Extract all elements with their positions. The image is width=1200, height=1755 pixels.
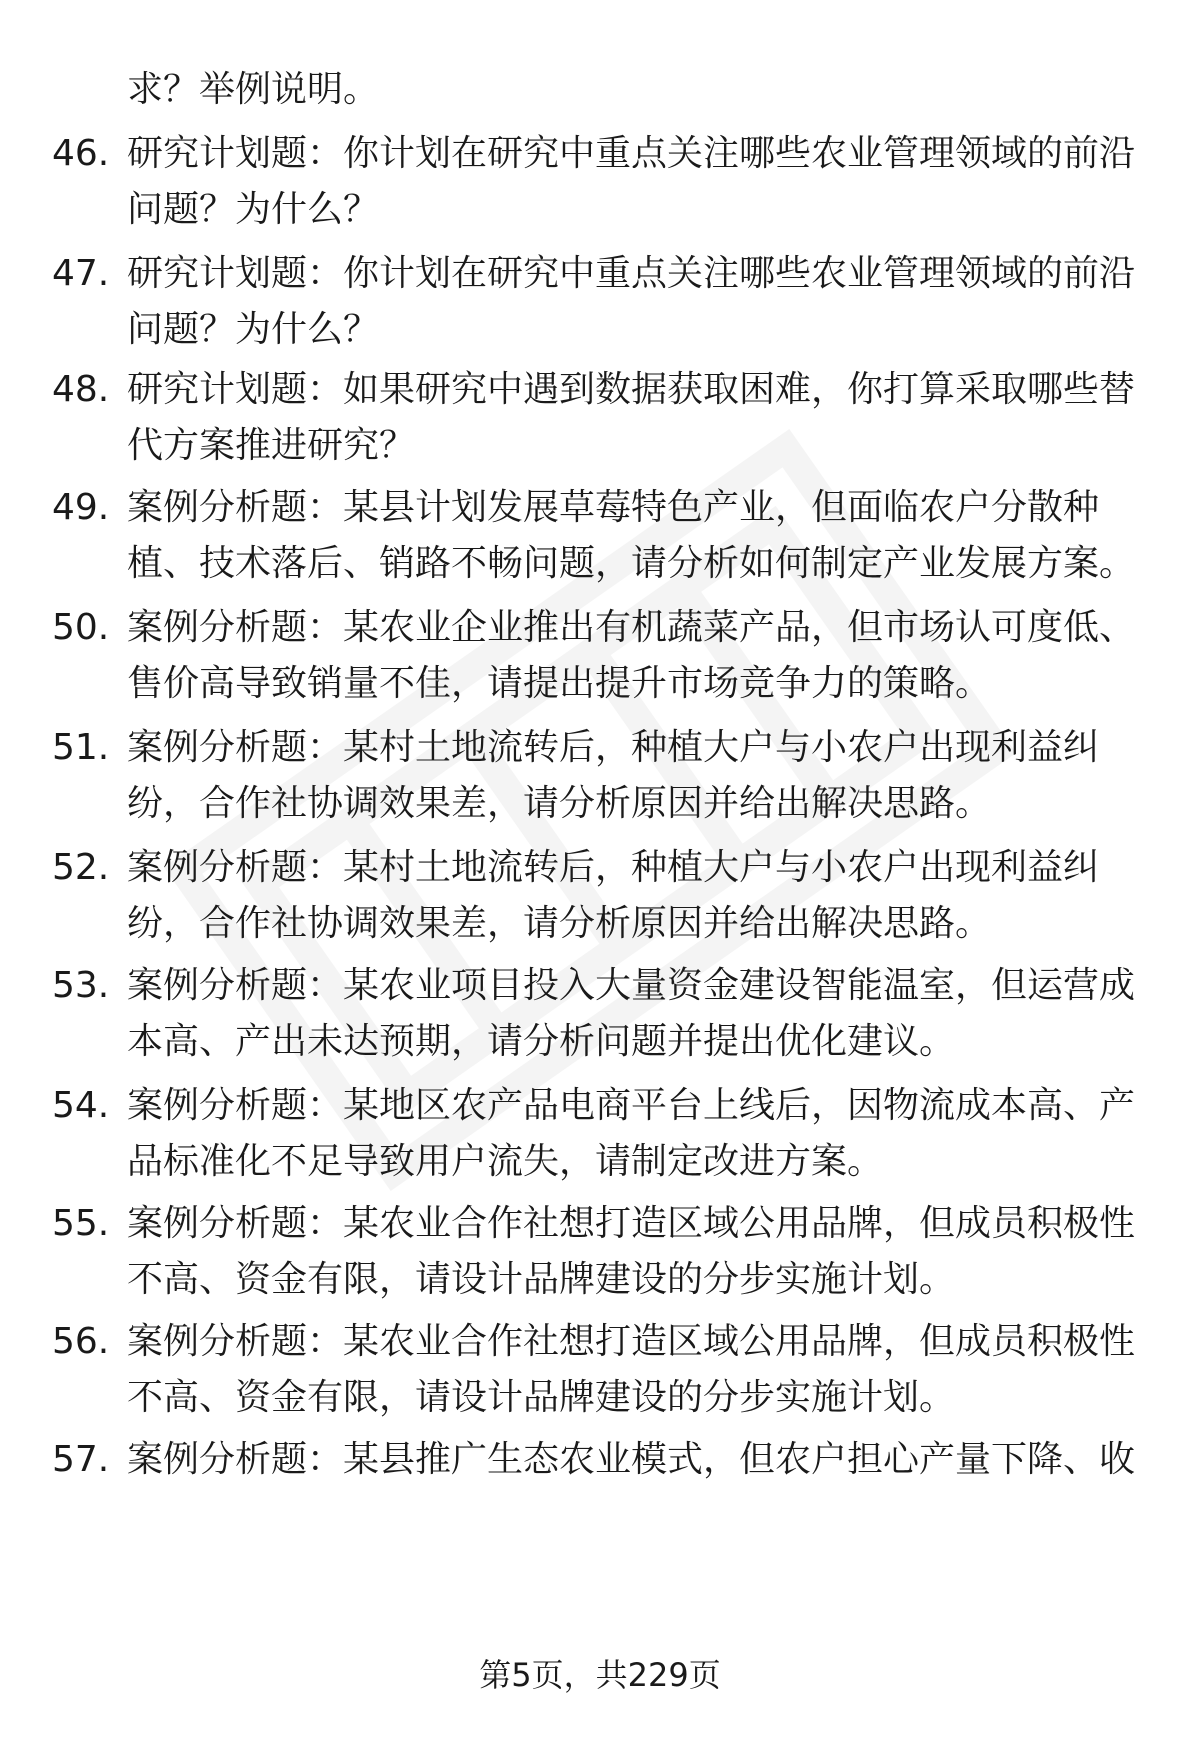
question-text: [127, 600, 1147, 712]
question-number: 49.: [52, 487, 110, 528]
question-number: 47.: [52, 253, 110, 294]
question-text-line: 案例分析题：某地区农产品电商平台上线后，因物流成本高、产: [127, 1085, 1136, 1126]
question-number: 57.: [52, 1439, 110, 1480]
question-text-line: 植、技术落后、销路不畅问题，请分析如何制定产业发展方案。: [127, 543, 1136, 584]
question-number: 51.: [52, 727, 110, 768]
question-text-line: 案例分析题：某农业合作社想打造区域公用品牌，但成员积极性: [127, 1321, 1136, 1362]
question-text-line: 纷，合作社协调效果差，请分析原因并给出解决思路。: [127, 903, 992, 944]
question-text-line: 研究计划题：你计划在研究中重点关注哪些农业管理领域的前沿: [127, 133, 1136, 174]
question-number: 50.: [52, 607, 110, 648]
question-text-line: 案例分析题：某县推广生态农业模式，但农户担心产量下降、收: [127, 1439, 1136, 1480]
question-text-line: 案例分析题：某农业企业推出有机蔬菜产品，但市场认可度低、: [127, 607, 1136, 648]
page-footer: 第5页，共229页: [479, 1656, 721, 1694]
question-text-line: 案例分析题：某县计划发展草莓特色产业，但面临农户分散种: [127, 487, 1100, 528]
question-text-line: 案例分析题：某农业项目投入大量资金建设智能温室，但运营成: [127, 965, 1136, 1006]
question-text-line: 问题？为什么？: [127, 189, 380, 230]
question-text-line: 本高、产出未达预期，请分析问题并提出优化建议。: [127, 1021, 956, 1062]
continuation-line: 求？举例说明。: [127, 69, 380, 110]
question-text-line: 案例分析题：某村土地流转后，种植大户与小农户出现利益纠: [127, 727, 1100, 768]
question-number: 48.: [52, 369, 110, 410]
question-text: [127, 1432, 1147, 1488]
question-text: [127, 1196, 1147, 1308]
question-text-line: 案例分析题：某村土地流转后，种植大户与小农户出现利益纠: [127, 847, 1100, 888]
question-text: [127, 126, 1147, 238]
question-number: 54.: [52, 1085, 110, 1126]
question-number: 55.: [52, 1203, 110, 1244]
question-text-line: 不高、资金有限，请设计品牌建设的分步实施计划。: [127, 1259, 956, 1300]
question-text-line: 售价高导致销量不佳，请提出提升市场竞争力的策略。: [127, 663, 992, 704]
question-text-line: 不高、资金有限，请设计品牌建设的分步实施计划。: [127, 1377, 956, 1418]
question-number: 53.: [52, 965, 110, 1006]
question-text-line: 纷，合作社协调效果差，请分析原因并给出解决思路。: [127, 783, 992, 824]
question-text: [127, 720, 1147, 832]
question-text-line: 研究计划题：如果研究中遇到数据获取困难，你打算采取哪些替: [127, 369, 1136, 410]
question-text: [127, 1314, 1147, 1426]
question-text-line: 案例分析题：某农业合作社想打造区域公用品牌，但成员积极性: [127, 1203, 1136, 1244]
question-text: [127, 958, 1147, 1070]
question-text: [127, 362, 1147, 474]
question-text-line: 代方案推进研究？: [127, 425, 416, 466]
question-text-line: 品标准化不足导致用户流失，请制定改进方案。: [127, 1141, 884, 1182]
question-text: [127, 840, 1147, 952]
question-text-line: 研究计划题：你计划在研究中重点关注哪些农业管理领域的前沿: [127, 253, 1136, 294]
question-number: 46.: [52, 133, 110, 174]
question-text: [127, 480, 1147, 592]
question-text: [127, 1078, 1147, 1190]
question-text: [127, 246, 1147, 358]
question-number: 56.: [52, 1321, 110, 1362]
question-text-line: 问题？为什么？: [127, 309, 380, 350]
question-number: 52.: [52, 847, 110, 888]
